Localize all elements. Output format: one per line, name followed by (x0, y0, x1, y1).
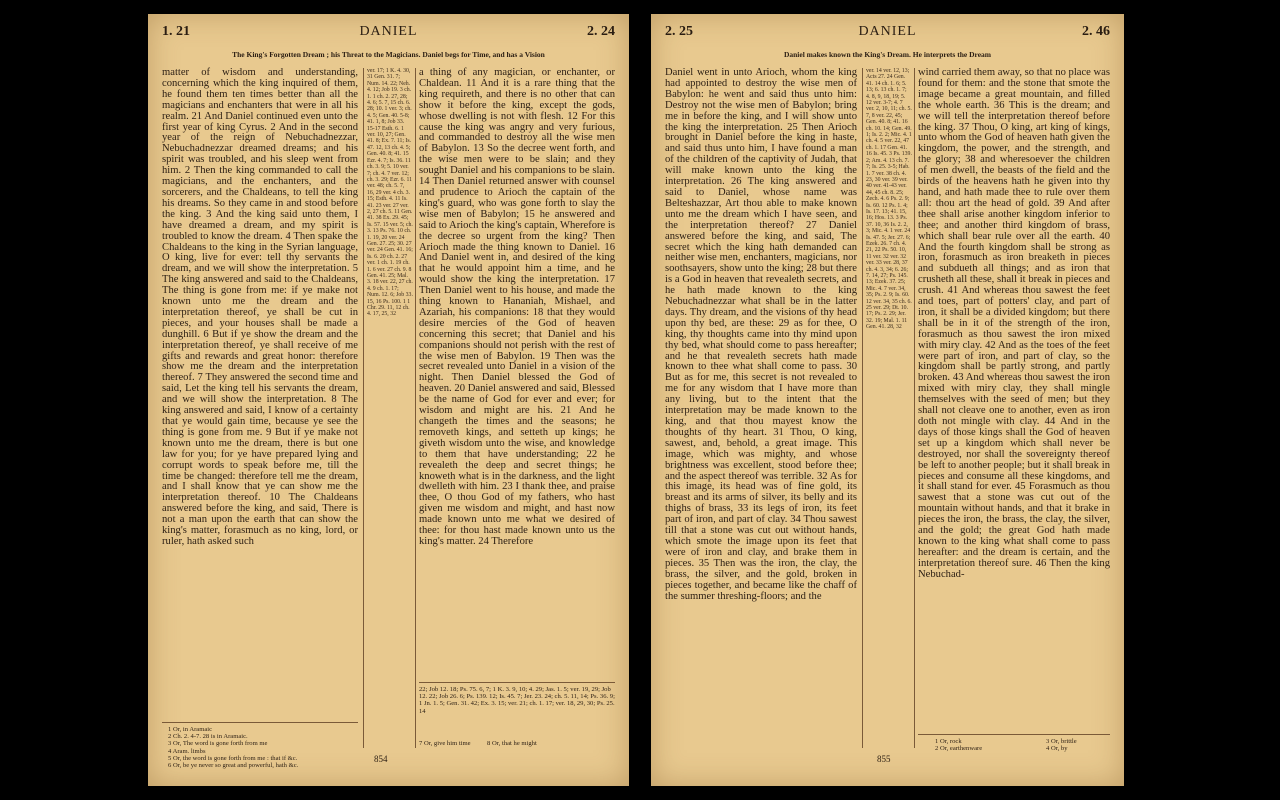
footnote: 3 Or, brittle (1046, 738, 1077, 745)
footnote: 4 Or, by (1046, 745, 1068, 753)
footnote: 2 Ch. 2. 4-7. 28 is in Aramaic. (168, 733, 248, 741)
column-divider (914, 68, 915, 748)
column-divider (415, 68, 416, 748)
header-book-title: DANIEL (858, 24, 917, 39)
header-start-ref: 2. 25 (665, 24, 693, 39)
footnote: 1 Or, rock (935, 738, 962, 745)
text-column-1: matter of wisdom and understanding, concerning which the king inquired of them, he found them ten times better than all the magicians and enchanters that were in all his realm. 21 And Daniel continued even unto the first year of king Cyrus. 2 And in the second year of the reign of Nebuchadnezzar, Nebuchadnezzar dreamed dreams; and his spirit was troubled, and his sleep went from him. 2 Then the king commanded to call the magicians, and the enchanters, and the sorcerers, and the Chaldeans, to tell the king his dreams. So they came in and stood before the king. 3 And the king said unto them, I have dreamed a dream, and my spirit is troubled to know the dream. 4 Then spake the Chaldeans to the king in the Syrian language, O king, live for ever: tell thy servants the dream, and we will show the interpretation. 5 The king answered and said to the Chaldeans, The thing is gone from me: if ye make not known unto me the dream and the interpretation thereof, ye shall be cut in pieces, and your houses shall be made a dunghill. 6 But if ye show the dream and the interpretation thereof, ye shall receive of me gifts and rewards and great honor: therefore show me the dream and the interpretation thereof. 7 They answered the second time and said, Let the king tell his servants the dream, and we will show the interpretation. 8 The king answered and said, I know of a certainty that ye would gain time, because ye see the thing is gone from me. 9 But if ye make not known unto me the dream, there is but one law for you; for ye have prepared lying and corrupt words to speak before me, till the time be changed: therefore tell me the dream, and I shall know that ye can show me the interpretation thereof. 10 The Chaldeans answered before the king, and said, There is not a man upon the earth that can show the king's matter, forasmuch as no king, lord, or ruler, hath asked such (162, 67, 358, 547)
footnote: 1 Or, in Aramaic (168, 726, 213, 733)
footnote: 8 Or, that he might (487, 740, 537, 747)
footnotes (935, 738, 1015, 756)
left-page (148, 14, 629, 786)
text-column-2: wind carried them away, so that no place was found for them: and the stone that smote the image became a great mountain, and filled the whole earth. 36 This is the dream; and we will tell the interpretation thereof before the king. 37 Thou, O king, art king of kings, unto whom the God of heaven hath given the kingdom, the power, and the strength, and the glory; 38 and wheresoever the children of men dwell, the beasts of the field and the birds of the heavens hath he given into thy hand, and hath made thee to rule over them all: thou art the head of gold. 39 And after thee shall arise another kingdom inferior to thee; and another third kingdom of brass, which shall bear rule over all the earth. 40 And the fourth kingdom shall be strong as iron, forasmuch as iron breaketh in pieces and subdueth all things; and as iron that crusheth all these, shall it break in pieces and crush. 41 And whereas thou sawest the feet and toes, part of potters' clay, and part of iron, it shall be a divided kingdom; but there shall be in it of the strength of the iron, forasmuch as thou sawest the iron mixed with miry clay. 42 And as the toes of the feet were part of iron, and part of clay, so the kingdom shall be partly strong, and partly broken. 43 And whereas thou sawest the iron mixed with miry clay, they shall mingle themselves with the seed of men; but they shall not cleave one to another, even as iron doth not mingle with clay. 44 And in the days of those kings shall the God of heaven set up a kingdom which shall never be destroyed, nor shall the sovereignty thereof be left to another people; but it shall break in pieces and consume all these kingdoms, and it shall stand for ever. 45 Forasmuch as thou sawest that a stone was cut out of the mountain without hands, and that it brake in pieces the iron, the brass, the clay, the silver, and the gold; the great God hath made known to the king what shall come to pass hereafter: and the dream is certain, and the interpretation thereof sure. 46 Then the king Nebuchad- (918, 67, 1110, 580)
footnotes (168, 726, 358, 774)
header-end-ref: 2. 24 (587, 24, 615, 39)
footnote: 4 Aram. limbs (168, 747, 206, 755)
cross-references-column: ver. 14 ver. 12, 13; Acts 27. 24 Gen. 41. 14 ch. 1. 6; 5. 13; 6. 13 ch. 1. 7; 4. 8, 9, 18, 19; 5. 12 ver. 3-7; 4. 7 ver. 2, 10, 11; ch. 5. 7, 8 ver. 22, 45; Gen. 40. 8; 41. 16 ch. 10. 14; Gen. 49. 1; Is. 2. 2; Mic. 4. 1 ch. 4. 5 ver. 22, 47 ch. 1. 17 Gen. 41. 16 Is. 45. 3 Ps. 139. 2; Am. 4. 13 ch. 7. 7; Is. 25. 3-5; Hab. 1. 7 ver. 38 ch. 4. 23, 30 ver. 39 ver. 40 ver. 41-43 ver. 44, 45 ch. 8. 25; Zech. 4. 6 Ps. 2. 9; Is. 60. 12 Ps. 1. 4; Is. 17. 13; 41. 15, 16; Hos. 13. 3 Ps. 37. 10, 36 Is. 2. 2, 3; Mic. 4. 1 ver. 24 Is. 47. 5; Jer. 27. 6; Ezek. 26. 7 ch. 4. 21, 22 Ps. 50. 10, 11 ver. 32 ver. 32 ver. 33 ver. 28, 37 ch. 4. 3, 34; 6. 26; 7. 14, 27; Ps. 145. 13; Ezek. 37. 25; Mic. 4. 7 ver. 34, 35; Ps. 2. 9; Is. 60. 12 ver. 34, 35 ch. 6. 25 ver. 29; Dt. 10. 17; Ps. 2. 29; Jer. 32. 19; Mal. 1. 11 Gen. 41. 28, 32 (866, 68, 912, 331)
page-header (665, 24, 1110, 42)
page-header (162, 24, 615, 42)
footnote: 5 Or, the word is gone forth from me : that if &c. (168, 754, 298, 762)
footnote: 6 Or, be ye never so great and powerful, hath &c. (168, 762, 299, 770)
footnote: 3 Or, The word is gone forth from me (168, 740, 268, 748)
footnote: 2 Or, earthenware (935, 745, 983, 753)
footnote-rule (162, 722, 358, 723)
cross-references-column: ver. 17; 1 K. 4. 30, 31 Gen. 31. 7; Num. 14. 22; Neh. 4. 12; Job 19. 3 ch. 1. 1 ch. 2. 27, 28; 4. 6; 5. 7, 15 ch. 6. 28; 10. 1 ver. 3; ch. 4. 5; Gen. 40. 5-8; 41. 1, 8; Job 33. 15-17 Esth. 6. 1 ver. 10, 27; Gen. 41. 8; Ex. 7. 11; Is. 47. 12, 13 ch. 4. 5; Gen. 40. 8; 41. 15 Ezr. 4. 7; Is. 36. 11 ch. 3. 9; 5. 10 ver. 7; ch. 4. 7 ver. 12; ch. 3. 29; Ezr. 6. 11 ver. 48; ch. 5. 7, 16, 29 ver. 4 ch. 3. 15; Esth. 4. 11 Is. 41. 23 ver. 27 ver. 2, 27 ch. 5. 11 Gen. 41. 38 Ex. 29. 45; Is. 57. 15 ver. 5; ch. 3. 13 Ps. 76. 10 ch. 1. 19, 20 ver. 24 Gen. 27. 25; 30. 27 ver. 24 Gen. 41. 16; Is. 6. 20 ch. 2. 27 ver. 1 ch. 1. 19 ch. 1. 6 ver. 27 ch. 9. 8 Gen. 41. 25; Mal. 3. 18 ver. 22, 27 ch. 4. 9 ch. 1. 17; Num. 12. 6; Job 33. 15, 16 Ps. 100. 1 1 Chr. 29. 11, 12 ch. 4. 17, 25, 32 (367, 68, 413, 318)
header-start-ref: 1. 21 (162, 24, 190, 39)
footnote: 7 Or, give him time (419, 740, 471, 747)
page-number: 854 (374, 754, 388, 764)
column-divider (363, 68, 364, 748)
footnotes (419, 740, 615, 750)
text-column-1: Daniel went in unto Arioch, whom the king had appointed to destroy the wise men of Babylon: he went and said thus unto him: Destroy not the wise men of Babylon; bring me in before the king, and I will show unto the king the interpretation. 25 Then Arioch brought in Daniel before the king in haste, and said thus unto him, I have found a man of the children of the captivity of Judah, that will make known unto the king the interpretation. 26 The king answered and said to Daniel, whose name was Belteshazzar, Art thou able to make known unto me the dream which I have seen, and the interpretation thereof? 27 Daniel answered before the king, and said, The secret which the king hath demanded can neither wise men, enchanters, magicians, nor soothsayers, show unto the king; 28 but there is a God in heaven that revealeth secrets, and he hath made known to the king Nebuchadnezzar what shall be in the latter days. Thy dream, and the visions of thy head upon thy bed, are these: 29 as for thee, O king, thy thoughts came into thy mind upon thy bed, what should come to pass hereafter; and he that revealeth secrets hath made known to thee what shall come to pass. 30 But as for me, this secret is not revealed to me for any wisdom that I have more than any living, but to the intent that the interpretation may be made known to the king, and that thou mayest know the thoughts of thy heart. 31 Thou, O king, sawest, and, behold, a great image. This image, which was mighty, and whose brightness was excellent, stood before thee; and the aspect thereof was terrible. 32 As for this image, its head was of fine gold, its breast and its arms of silver, its belly and its thighs of brass, 33 its legs of iron, its feet part of iron, and part of clay. 34 Thou sawest till that a stone was cut out without hands, which smote the image upon its feet that were of iron and clay, and brake them in pieces. 35 Then was the iron, the clay, the brass, the silver, and the gold, broken in pieces together, and became like the chaff of the summer threshing-floors; and the (665, 67, 857, 602)
right-page (651, 14, 1124, 786)
header-book-title: DANIEL (359, 24, 418, 39)
page-summary: Daniel makes known the King's Dream. He interprets the Dream (783, 50, 992, 59)
footnotes (1046, 738, 1116, 756)
page-number: 855 (877, 754, 891, 764)
footnote-rule (419, 682, 615, 683)
header-end-ref: 2. 46 (1082, 24, 1110, 39)
column-divider (862, 68, 863, 748)
column-notes: 22; Job 12. 18; Ps. 75. 6, 7; 1 K. 3. 9, 10; 4. 29; Jas. 1. 5; ver. 19, 29; Job 12. 22; Job 26. 6; Ps. 139. 12; Is. 45. 7; Jer. 23. 24; ch. 5. 11, 14; Ps. 36. 9; 1 Jn. 1. 5; Gen. 31. 42; Ex. 3. 15; ver. 21; ch. 1. 17; ver. 18, 29, 30; Ps. 25. 14 (419, 686, 615, 715)
text-column-2: a thing of any magician, or enchanter, or Chaldean. 11 And it is a rare thing that the king requireth, and there is no other that can show it before the king, except the gods, whose dwelling is not with flesh. 12 For this cause the king was angry and very furious, and commanded to destroy all the wise men of Babylon. 13 So the decree went forth, and the wise men were to be slain; and they sought Daniel and his companions to be slain. 14 Then Daniel returned answer with counsel and prudence to Arioch the captain of the king's guard, who was gone forth to slay the wise men of Babylon; 15 he answered and said to Arioch the king's captain, Wherefore is the decree so urgent from the king? Then Arioch made the thing known to Daniel. 16 And Daniel went in, and desired of the king that he would appoint him a time, and he would show the king the interpretation. 17 Then Daniel went to his house, and made the thing known to Hananiah, Mishael, and Azariah, his companions: 18 that they would desire mercies of the God of heaven concerning this secret; that Daniel and his companions should not perish with the rest of the wise men of Babylon. 19 Then was the secret revealed unto Daniel in a vision of the night. Then Daniel blessed the God of heaven. 20 Daniel answered and said, Blessed be the name of God for ever and ever; for wisdom and might are his. 21 And he changeth the times and the seasons; he removeth kings, and setteth up kings; he giveth wisdom unto the wise, and knowledge to them that have understanding; 22 he revealeth the deep and secret things; he knoweth what is in the darkness, and the light dwelleth with him. 23 I thank thee, and praise thee, O thou God of my fathers, who hast given me wisdom and might, and hast now made known unto me what we desired of thee: for thou hast made known unto us the king's matter. 24 Therefore (419, 67, 615, 547)
footnote-rule (918, 734, 1110, 735)
page-summary: The King's Forgotten Dream ; his Threat to the Magicians. Daniel begs for Time, and has a Vision (232, 50, 545, 59)
